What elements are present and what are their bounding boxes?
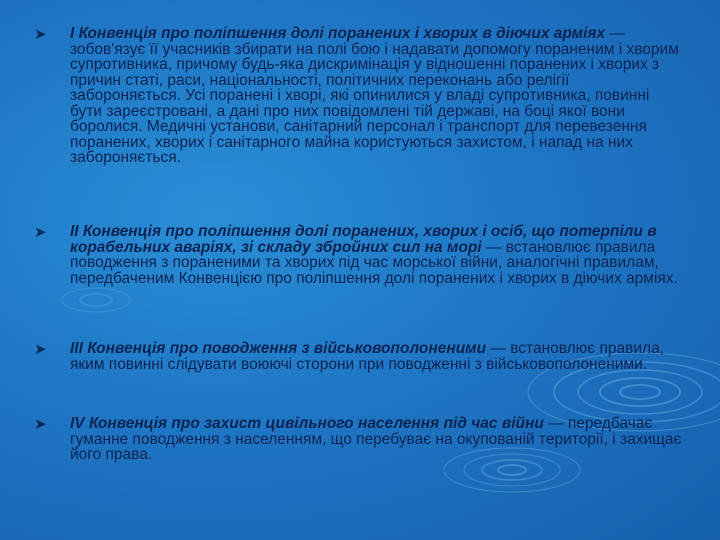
convention-title: II Конвенція про поліпшення долі поранених, хворих і осіб, що потерпіли в корабельних аваріях, зі складу збройних сил на морі	[70, 223, 657, 256]
list-item-text	[70, 416, 682, 463]
convention-title: I Конвенція про поліпшення долі поранених і хворих в діючих арміях	[70, 25, 606, 42]
convention-description: — зобов'язує її учасників збирати на полі бою і надавати допомогу пораненим і хворим супротивника, причому будь-яка дискримінація у відношенні поранених і хворих з причин статі, раси, національності, політичних переконань або релігії забороняється. Усі поранені і хворі, які опинилися у владі супротивника, повинні бути зареєстровані, а дані про них повідомлені тій державі, на боці якої вони боролися. Медичні установи, санітарний персонал і транспорт для перевезення поранених, хворих і санітарного майна користуються захистом, і напад на них забороняється.	[70, 25, 679, 166]
convention-description: — встановлює правила поводження з пораненими та хворих під час морської війни, аналогічні правилам, передбаченим Конвенцією про поліпшення долі поранених і хворих в діючих арміях.	[70, 238, 678, 287]
arrowhead-bullet-icon: ➤	[34, 416, 47, 433]
convention-title: III Конвенція про поводження з військовополоненими	[70, 340, 487, 357]
convention-description: — передбачає гуманне поводження з населенням, що перебуває на окупованій території, і захищає його права.	[70, 415, 682, 463]
arrowhead-bullet-icon: ➤	[34, 341, 47, 358]
list-item-convention-2	[34, 224, 682, 286]
arrowhead-bullet-icon: ➤	[34, 26, 47, 43]
list-item-convention-3	[34, 341, 682, 372]
list-item-text	[70, 224, 682, 286]
convention-title: IV Конвенція про захист цивільного населення під час війни	[70, 415, 544, 432]
list-item-convention-4	[34, 416, 682, 463]
list-item-text	[70, 341, 682, 372]
convention-description: — встановлює правила, яким повинні слідувати воюючі сторони при поводженні з військовополоненими.	[70, 340, 665, 373]
list-item-text	[70, 26, 682, 166]
arrowhead-bullet-icon: ➤	[34, 224, 47, 241]
list-item-convention-1	[34, 26, 682, 166]
